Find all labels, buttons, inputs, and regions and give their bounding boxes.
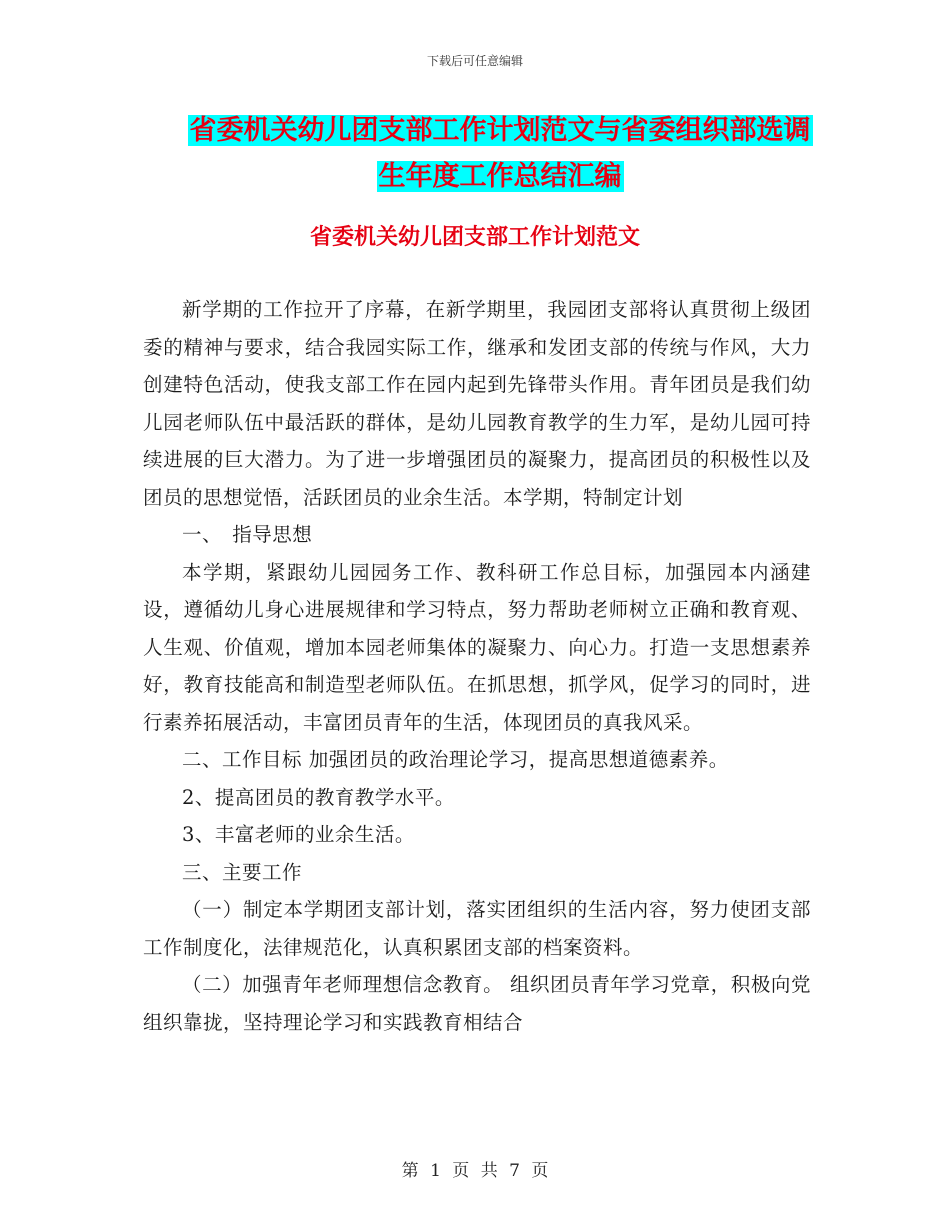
paragraph-guiding-thought: 本学期，紧跟幼儿园园务工作、教科研工作总目标，加强园本内涵建设，遵循幼儿身心进展规律和学习特点，努力帮助老师树立正确和教育观、人生观、价值观，增加本园老师集体的凝聚力、向心力。打造一支思想素养好，教育技能高和制造型老师队伍。在抓思想，抓学风，促学习的同时，进行素养拓展活动，丰富团员青年的生活，体现团员的真我风采。 [143, 560, 811, 734]
title-line-2: 生年度工作总结汇编 [378, 161, 622, 192]
page-footer: 第 1 页 共 7 页 [401, 1161, 549, 1181]
goal-item-3: 3、丰富老师的业余生活。 [182, 823, 415, 846]
heading-work-goals: 二、工作目标 加强团员的政治理论学习，提高思想道德素养。 [182, 748, 729, 771]
header-note: 下载后可任意编辑 [426, 54, 523, 68]
heading-main-work: 三、主要工作 [182, 860, 303, 884]
work-item-1: （一）制定本学期团支部计划，落实团组织的生活内容，努力使团支部工作制度化，法律规范化，认真积累团支部的档案资料。 [143, 898, 811, 959]
heading-guiding-thought: 一、 指导思想 [182, 523, 313, 546]
document-title [150, 108, 850, 200]
goal-item-2: 2、提高团员的教育教学水平。 [182, 785, 455, 809]
title-line-1: 省委机关幼儿团支部工作计划范文与省委组织部选调 [189, 115, 811, 146]
paragraph-intro: 新学期的工作拉开了序幕，在新学期里，我园团支部将认真贯彻上级团委的精神与要求，结合我园实际工作，继承和发团支部的传统与作风，大力创建特色活动，使我支部工作在园内起到先锋带头作用。青年团员是我们幼儿园老师队伍中最活跃的群体，是幼儿园教育教学的生力军，是幼儿园可持续进展的巨大潜力。为了进一步增强团员的凝聚力，提高团员的积极性以及团员的思想觉悟，活跃团员的业余生活。本学期，特制定计划 [143, 298, 811, 509]
body-text [143, 291, 811, 1041]
work-item-2: （二）加强青年老师理想信念教育。 组织团员青年学习党章，积极向党组织靠拢，坚持理论学习和实践教育相结合 [143, 973, 811, 1034]
section-title: 省委机关幼儿团支部工作计划范文 [309, 224, 640, 250]
